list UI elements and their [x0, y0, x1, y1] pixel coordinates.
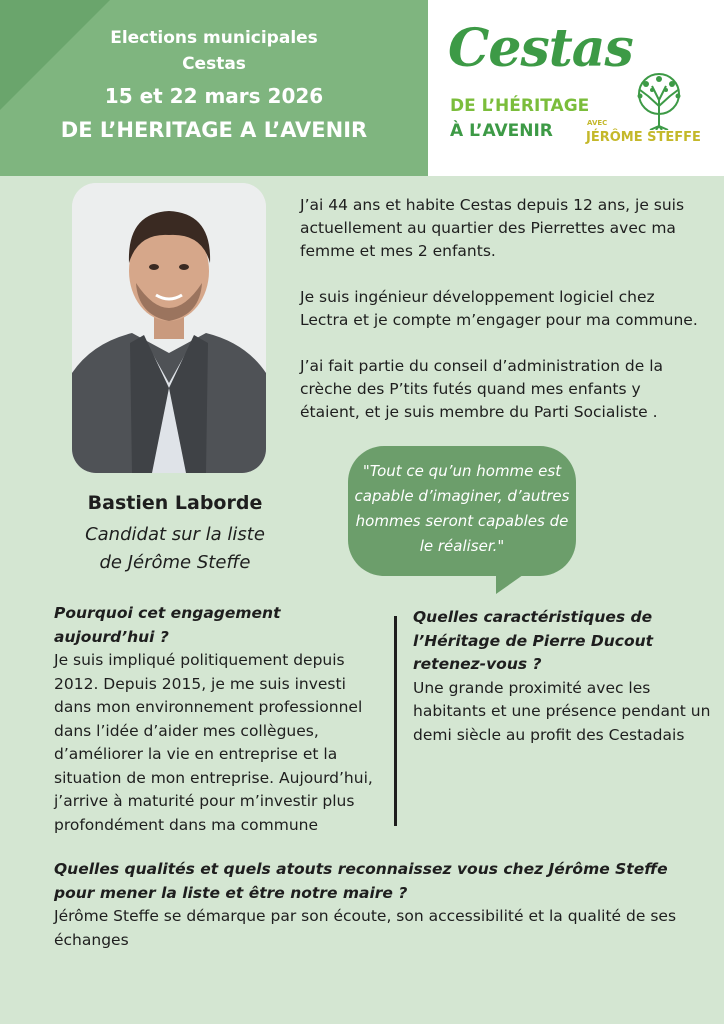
portrait-illustration — [72, 183, 266, 473]
qa-question: Quelles qualités et quels atouts reconnaissez vous chez Jérôme Steffe pour mener la liste et être notre maire ? — [54, 860, 668, 902]
qa-question: Pourquoi cet engagement aujourd’hui ? — [54, 604, 281, 646]
candidate-role-line1: Candidat sur la liste — [85, 524, 265, 545]
qa-question: Quelles caractéristiques de l’Héritage de Pierre Ducout retenez-vous ? — [413, 608, 654, 673]
candidate-photo — [72, 183, 266, 473]
logo-line-heritage: DE L’HÉRITAGE — [450, 96, 590, 116]
logo-line-avenir: À L’AVENIR — [450, 121, 553, 141]
quote-text: "Tout ce qu’un homme est capable d’imaginer, d’autres hommes seront capables de le réaliser." — [354, 462, 570, 555]
tree-icon — [626, 70, 692, 130]
candidate-bio — [300, 194, 700, 447]
header-line-slogan: DE L’HERITAGE A L’AVENIR — [60, 118, 368, 142]
candidate-role-line2: de Jérôme Steffe — [99, 552, 251, 573]
campaign-logo — [428, 0, 724, 176]
header-banner — [0, 0, 428, 176]
qa-answer: Je suis impliqué politiquement depuis 2012. Depuis 2015, je me suis investi dans mon environnement professionnel dans l’idée d’aider mes collègues, d’améliorer la vie en entreprise et la situation de mon entreprise. Aujourd’hui, j’arrive à maturité pour m’investir plus profondément dans ma commune — [54, 651, 373, 834]
bio-paragraph: J’ai 44 ans et habite Cestas depuis 12 ans, je suis actuellement au quartier des Pierrettes avec ma femme et mes 2 enfants. — [300, 196, 685, 260]
qa-answer: Une grande proximité avec les habitants et une présence pendant un demi siècle au profit des Cestadais — [413, 678, 711, 744]
quote-bubble-tail — [496, 570, 530, 594]
header-line-city: Cestas — [182, 54, 246, 74]
logo-title: Cestas — [448, 18, 633, 79]
qa-section-engagement — [54, 602, 384, 837]
logo-candidate-name: JÉRÔME STEFFE — [586, 130, 701, 145]
qa-section-heritage — [413, 606, 713, 747]
logo-avec: AVEC — [587, 119, 608, 127]
candidate-name: Bastien Laborde — [87, 492, 263, 514]
header-line-elections: Elections municipales — [110, 28, 318, 48]
bio-paragraph: Je suis ingénieur développement logiciel chez Lectra et je compte m’engager pour ma commune. — [300, 288, 698, 329]
header-line-dates: 15 et 22 mars 2026 — [104, 84, 324, 108]
qa-section-qualities — [54, 858, 694, 952]
qa-answer: Jérôme Steffe se démarque par son écoute, son accessibilité et la qualité de ses échanges — [54, 907, 677, 949]
bio-paragraph: J’ai fait partie du conseil d’administration de la crèche des P’tits futés quand mes enfants y étaient, et je suis membre du Parti Socialiste . — [300, 357, 664, 421]
candidate-role — [60, 521, 290, 577]
column-divider — [394, 616, 397, 826]
